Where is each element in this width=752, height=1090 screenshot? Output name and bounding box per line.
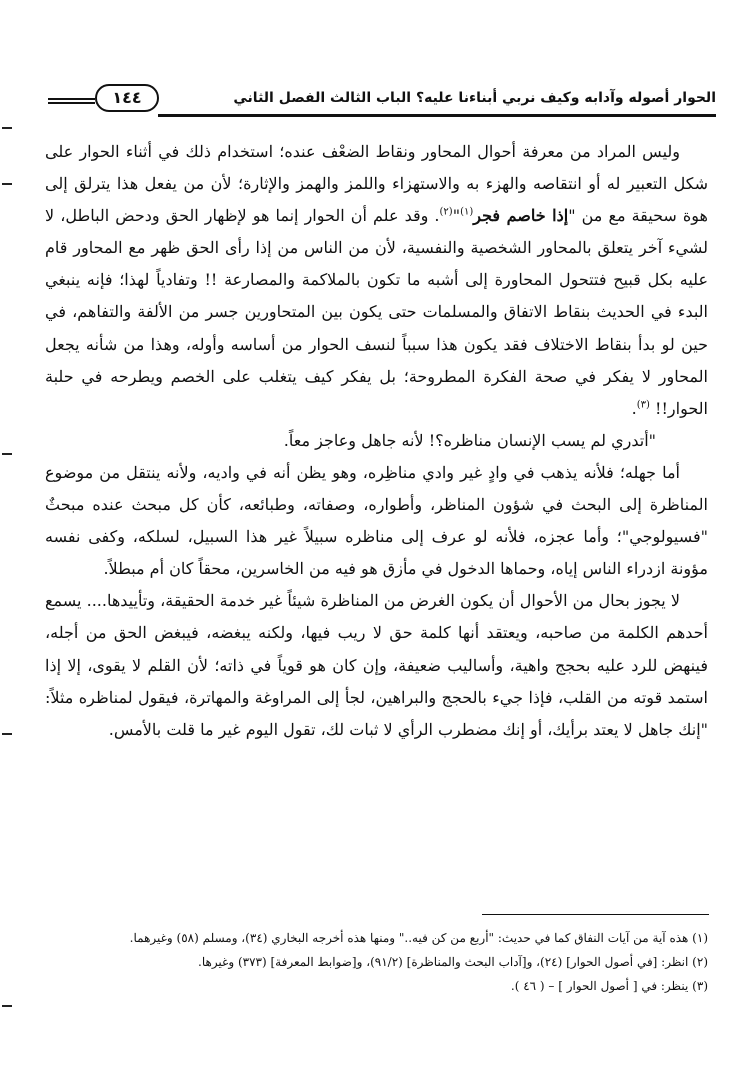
footnote-ref: (١)	[460, 206, 474, 218]
paragraph-text: "	[452, 206, 461, 226]
paragraph-text: وليس المراد من معرفة أحوال المحاور ونقاط الضعْف عنده؛ استخدام ذلك في أثناء الحوار على شكل التعبير له أو انتقاصه والهزء به والاستهزاء واللمز والهمز والإثارة؛ لأن من يفعل هذا يترلق إلى هوة سحيقة مع من "	[45, 142, 708, 226]
margin-mark	[2, 453, 12, 455]
margin-mark	[2, 1005, 12, 1007]
margin-mark	[2, 733, 12, 735]
header-title: الحوار أصوله وآدابه وكيف نربي أبناءنا عليه؟ الباب الثالث الفصل الثاني	[233, 90, 716, 106]
footnote-ref: (٣)	[636, 399, 650, 411]
margin-mark	[2, 127, 12, 129]
footnote-3: (٣) ينظر: في [ أصول الحوار ] – ( ٤٦ ).	[510, 979, 708, 993]
running-header	[48, 80, 716, 120]
page-number: ١٤٤	[95, 84, 159, 112]
footnotes	[45, 926, 708, 998]
footnote-ref: (٢)	[439, 206, 453, 218]
paragraph-2: أما جهله؛ فلأنه يذهب في وادٍ غير وادي مناظِره، وهو يظن أنه في واديه، ولأنه ينتقل من موضوع المناظرة إلى البحث في شؤون المناظر، وأطواره، وصفاته، وطبائعه، كأن كل مبحث عنده مبحثٌ "فسيولوجي"؛ وأما عجزه، فلأنه لو عرف إلى مناظره سبيلاً غير هذا السبيل، لسلكه، وكفى نفسه مؤونة ازدراء الناس إياه، وحماها الدخول في مأزق هو فيه من الخاسرين، محقاً كان أم مبطلاً.	[45, 462, 709, 579]
footnote-1: (١) هذه آية من آيات النفاق كما في حديث: "أربع من كن فيه.." ومنها هذه أخرجه البخاري (٣٤)، ومسلم (٥٨) وغيرهما.	[129, 931, 708, 945]
header-underline	[158, 114, 716, 117]
paragraph-3: لا يجوز بحال من الأحوال أن يكون الغرض من المناظرة شيئاً غير خدمة الحقيقة، وتأييدها.... يسمع أحدهم الكلمة من صاحبه، ويعتقد أنها كلمة حق لا ريب فيها، ولكنه يبغضه، فيبغض الحق من أجله، فينهض للرد عليه بحجج واهية، وأساليب ضعيفة، وإن كان هو قوياً في ذاته؛ لأن القلم لا يقوى، إلا إذا استمد قوته من القلب، فإذا جيء بالحجج والبراهين، لجأ إلى المراوغة والمهاترة، فيقول لمناظره مثلاً: "إنك جاهل لا يعتد برأيك، أو إنك مضطرب الرأي لا ثبات لك، تقول اليوم غير ما قلت بالأمس.	[45, 591, 708, 739]
footnote-separator	[482, 914, 709, 915]
paragraph-1	[45, 136, 708, 425]
footnote-2: (٢) انظر: [في أصول الحوار] (٢٤)، و[آداب البحث والمناظرة] (٩١/٢)، و[ضوابط المعرفة] (٣٧٣) وغيرها.	[198, 955, 708, 969]
header-rule	[48, 98, 95, 104]
margin-mark	[2, 183, 12, 185]
hadith-quote: إذا خاصم فجر	[473, 206, 569, 226]
paragraph-text: .	[631, 398, 637, 418]
quote-line: "أتدري لم يسب الإنسان مناظره؟! لأنه جاهل وعاجز معاً.	[283, 430, 656, 450]
paragraph-text: . وقد علم أن الحوار إنما هو لإظهار الحق ودحض الباطل، لا لشيء آخر يتعلق بالمحاور الشخصية والنفسية، لأن من الناس من إذا رأى الحق ظهر مع المحاور قام عليه بكل قبيح فتتحول المحاورة إلى أشبه ما تكون بالملاكمة والمصارعة !! وتفادياً لهذا؛ فإنه ينبغي البدء في الحديث بنقاط الاتفاق والمسلمات حتى يكون بين المتحاورين جسر من الألفة والتفاهم، في حين لو بدأ بنقاط الاختلاف فقد يكون هذا سبباً لنسف الحوار من أساسه وأوله، وهذا من شأنه يجعل المحاور لا يفكر في صحة الفكرة المطروحة؛ بل يفكر كيف يتغلب على الخصم ويطرحه في حلبة الحوار!!	[45, 206, 708, 418]
main-text	[45, 136, 708, 746]
